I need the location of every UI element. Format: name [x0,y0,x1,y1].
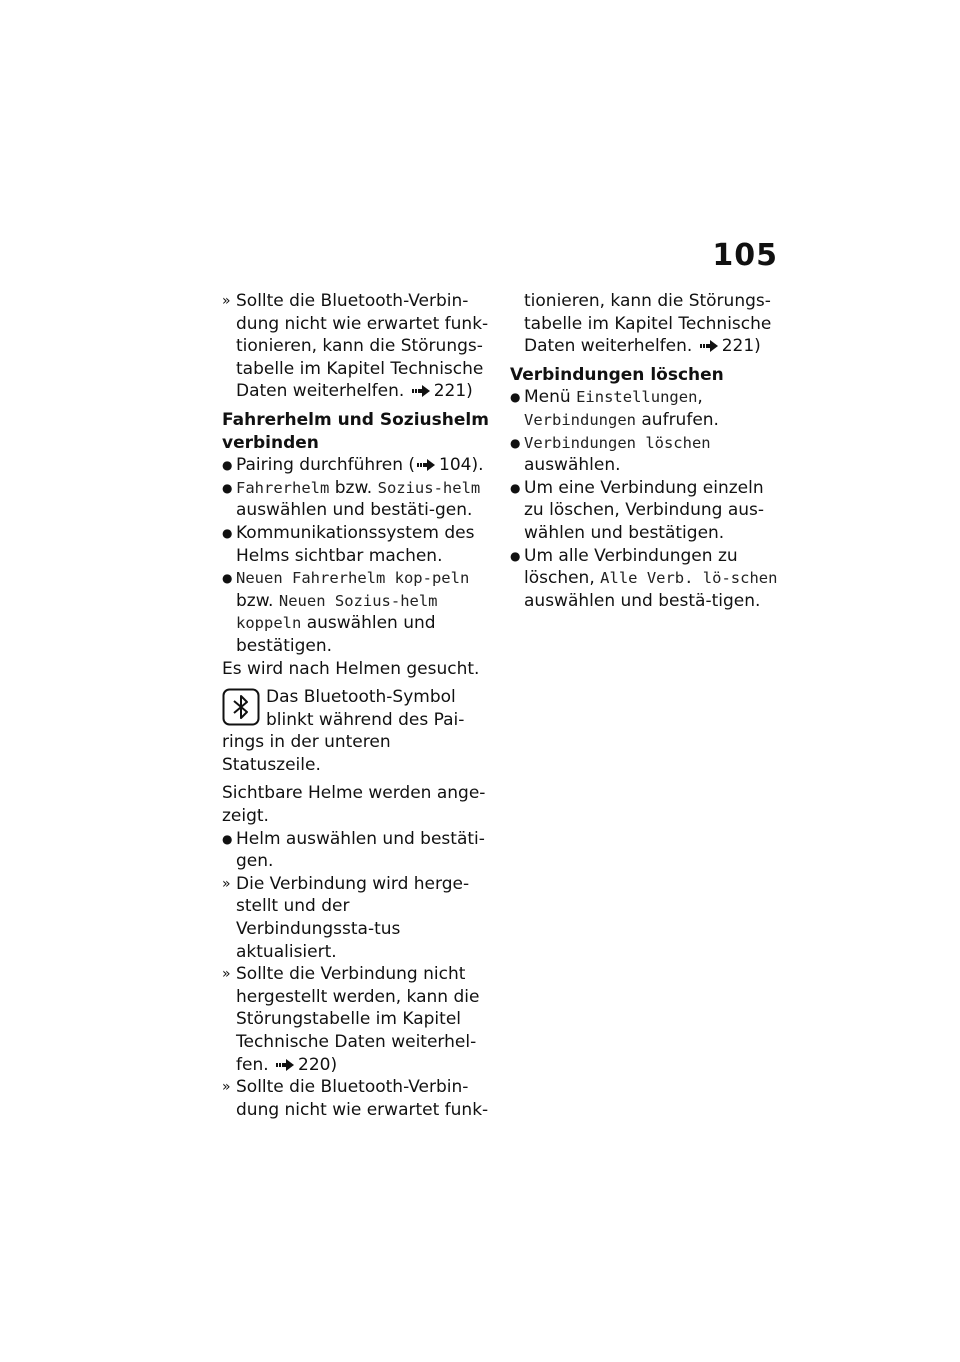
result-continuation [510,290,778,358]
bullet-icon: ● [510,548,521,563]
bullet-icon: ● [222,480,233,495]
menu-item-fahrerhelm: Fahrerhelm [236,478,330,497]
step-text: auswählen und bestäti-gen. [236,500,473,521]
bullet-icon: ● [510,390,521,405]
page-reference-number: 221) [721,336,761,357]
result-text: Sollte die Bluetooth-Verbin-dung nicht wie erwartet funk- [236,1077,489,1120]
page-reference-number: 220) [298,1054,338,1075]
bullet-icon: ● [510,480,521,495]
result-text: Sollte die Bluetooth-Verbin-dung nicht wie erwartet funk-tionieren, kann die Störungs-tabelle im Kapitel Technische Daten weiterhelfen. [236,291,489,402]
result-item [222,873,490,963]
step-item [510,477,778,545]
step-text: , [697,387,703,408]
menu-item-verbindungen: Verbindungen [524,410,636,429]
step-text: bzw. [236,590,279,611]
step-text: Pairing durchführen ( [236,455,416,476]
step-text: Kommunikationssystem des Helms sichtbar machen. [236,522,475,566]
bullet-icon: ● [222,831,233,846]
step-text: auswählen und bestä-tigen. [524,590,761,611]
page-reference-arrow-icon [417,459,437,471]
page-reference-arrow-icon [276,1059,296,1071]
step-text: Menü [524,387,577,408]
page-reference[interactable] [415,455,483,475]
result-text: Die Verbindung wird herge-stellt und der Verbindungssta-tus aktualisiert. [236,873,470,962]
menu-item-neuen-soziushelm-koppeln: Neuen Sozius-helm koppeln [236,591,438,633]
section-heading: Verbindungen löschen [510,364,724,385]
double-chevron-icon: » [222,293,231,309]
step-item [510,545,778,613]
menu-item-alle-verb-loeschen: Alle Verb. lö-schen [600,569,778,588]
bullet-icon: ● [222,525,233,540]
double-chevron-icon: » [222,1079,231,1096]
result-item [222,963,490,1076]
bullet-icon: ● [222,571,233,586]
paragraph: Sichtbare Helme werden ange-zeigt. [222,783,486,827]
step-item [510,432,778,477]
step-text: auswählen und bestätigen. [236,613,436,656]
bluetooth-icon [222,688,260,726]
step-item [222,477,490,522]
page-reference[interactable] [274,1055,337,1075]
bluetooth-note-text: Das Bluetooth-Symbol blinkt während des Pai-rings in der unteren Statuszeile. [222,687,465,775]
step-item [222,828,490,873]
step-text: Um alle Verbindungen zu löschen, [524,545,738,589]
step-text: Helm auswählen und bestäti-gen. [236,828,485,872]
page-reference-number: 104). [439,455,484,476]
step-item [222,522,490,567]
page-reference[interactable] [698,336,761,356]
menu-item-einstellungen: Einstellungen [576,388,698,407]
menu-item-verbindungen-loeschen: Verbindungen löschen [524,433,711,452]
right-column [510,290,778,612]
result-text: Sollte die Verbindung nicht hergestellt werden, kann die Störungstabelle im Kapitel Technische Daten weiterhel-fen. [236,964,480,1075]
page-reference[interactable] [410,381,473,401]
step-text: bzw. [329,477,378,498]
double-chevron-icon: » [222,966,231,983]
step-text: Um eine Verbindung einzeln zu löschen, Verbindung aus-wählen und bestätigen. [524,477,765,543]
bullet-icon: ● [510,435,521,450]
double-chevron-icon: » [222,875,231,892]
step-text: auswählen. [524,455,621,476]
menu-item-soziushelm: Sozius-helm [377,478,481,497]
bluetooth-note [222,686,490,776]
step-text: aufrufen. [635,409,719,430]
menu-item-neuen-fahrerhelm-koppeln: Neuen Fahrerhelm kop-peln [236,569,470,588]
section-heading: Fahrerhelm und Soziushelm verbinden [222,409,489,453]
left-column [222,290,490,1121]
result-text: tionieren, kann die Störungs-tabelle im Kapitel Technische Daten weiterhelfen. [524,291,772,357]
page-reference-number: 221) [433,381,473,402]
step-item [222,567,490,657]
result-item [222,1076,490,1121]
page-number: 105 [712,238,778,273]
page-reference-arrow-icon [700,340,720,352]
result-item [222,290,490,403]
paragraph: Es wird nach Helmen gesucht. [222,658,480,679]
step-item [510,386,778,431]
step-item [222,454,490,477]
bullet-icon: ● [222,458,233,473]
page-reference-arrow-icon [412,385,432,397]
